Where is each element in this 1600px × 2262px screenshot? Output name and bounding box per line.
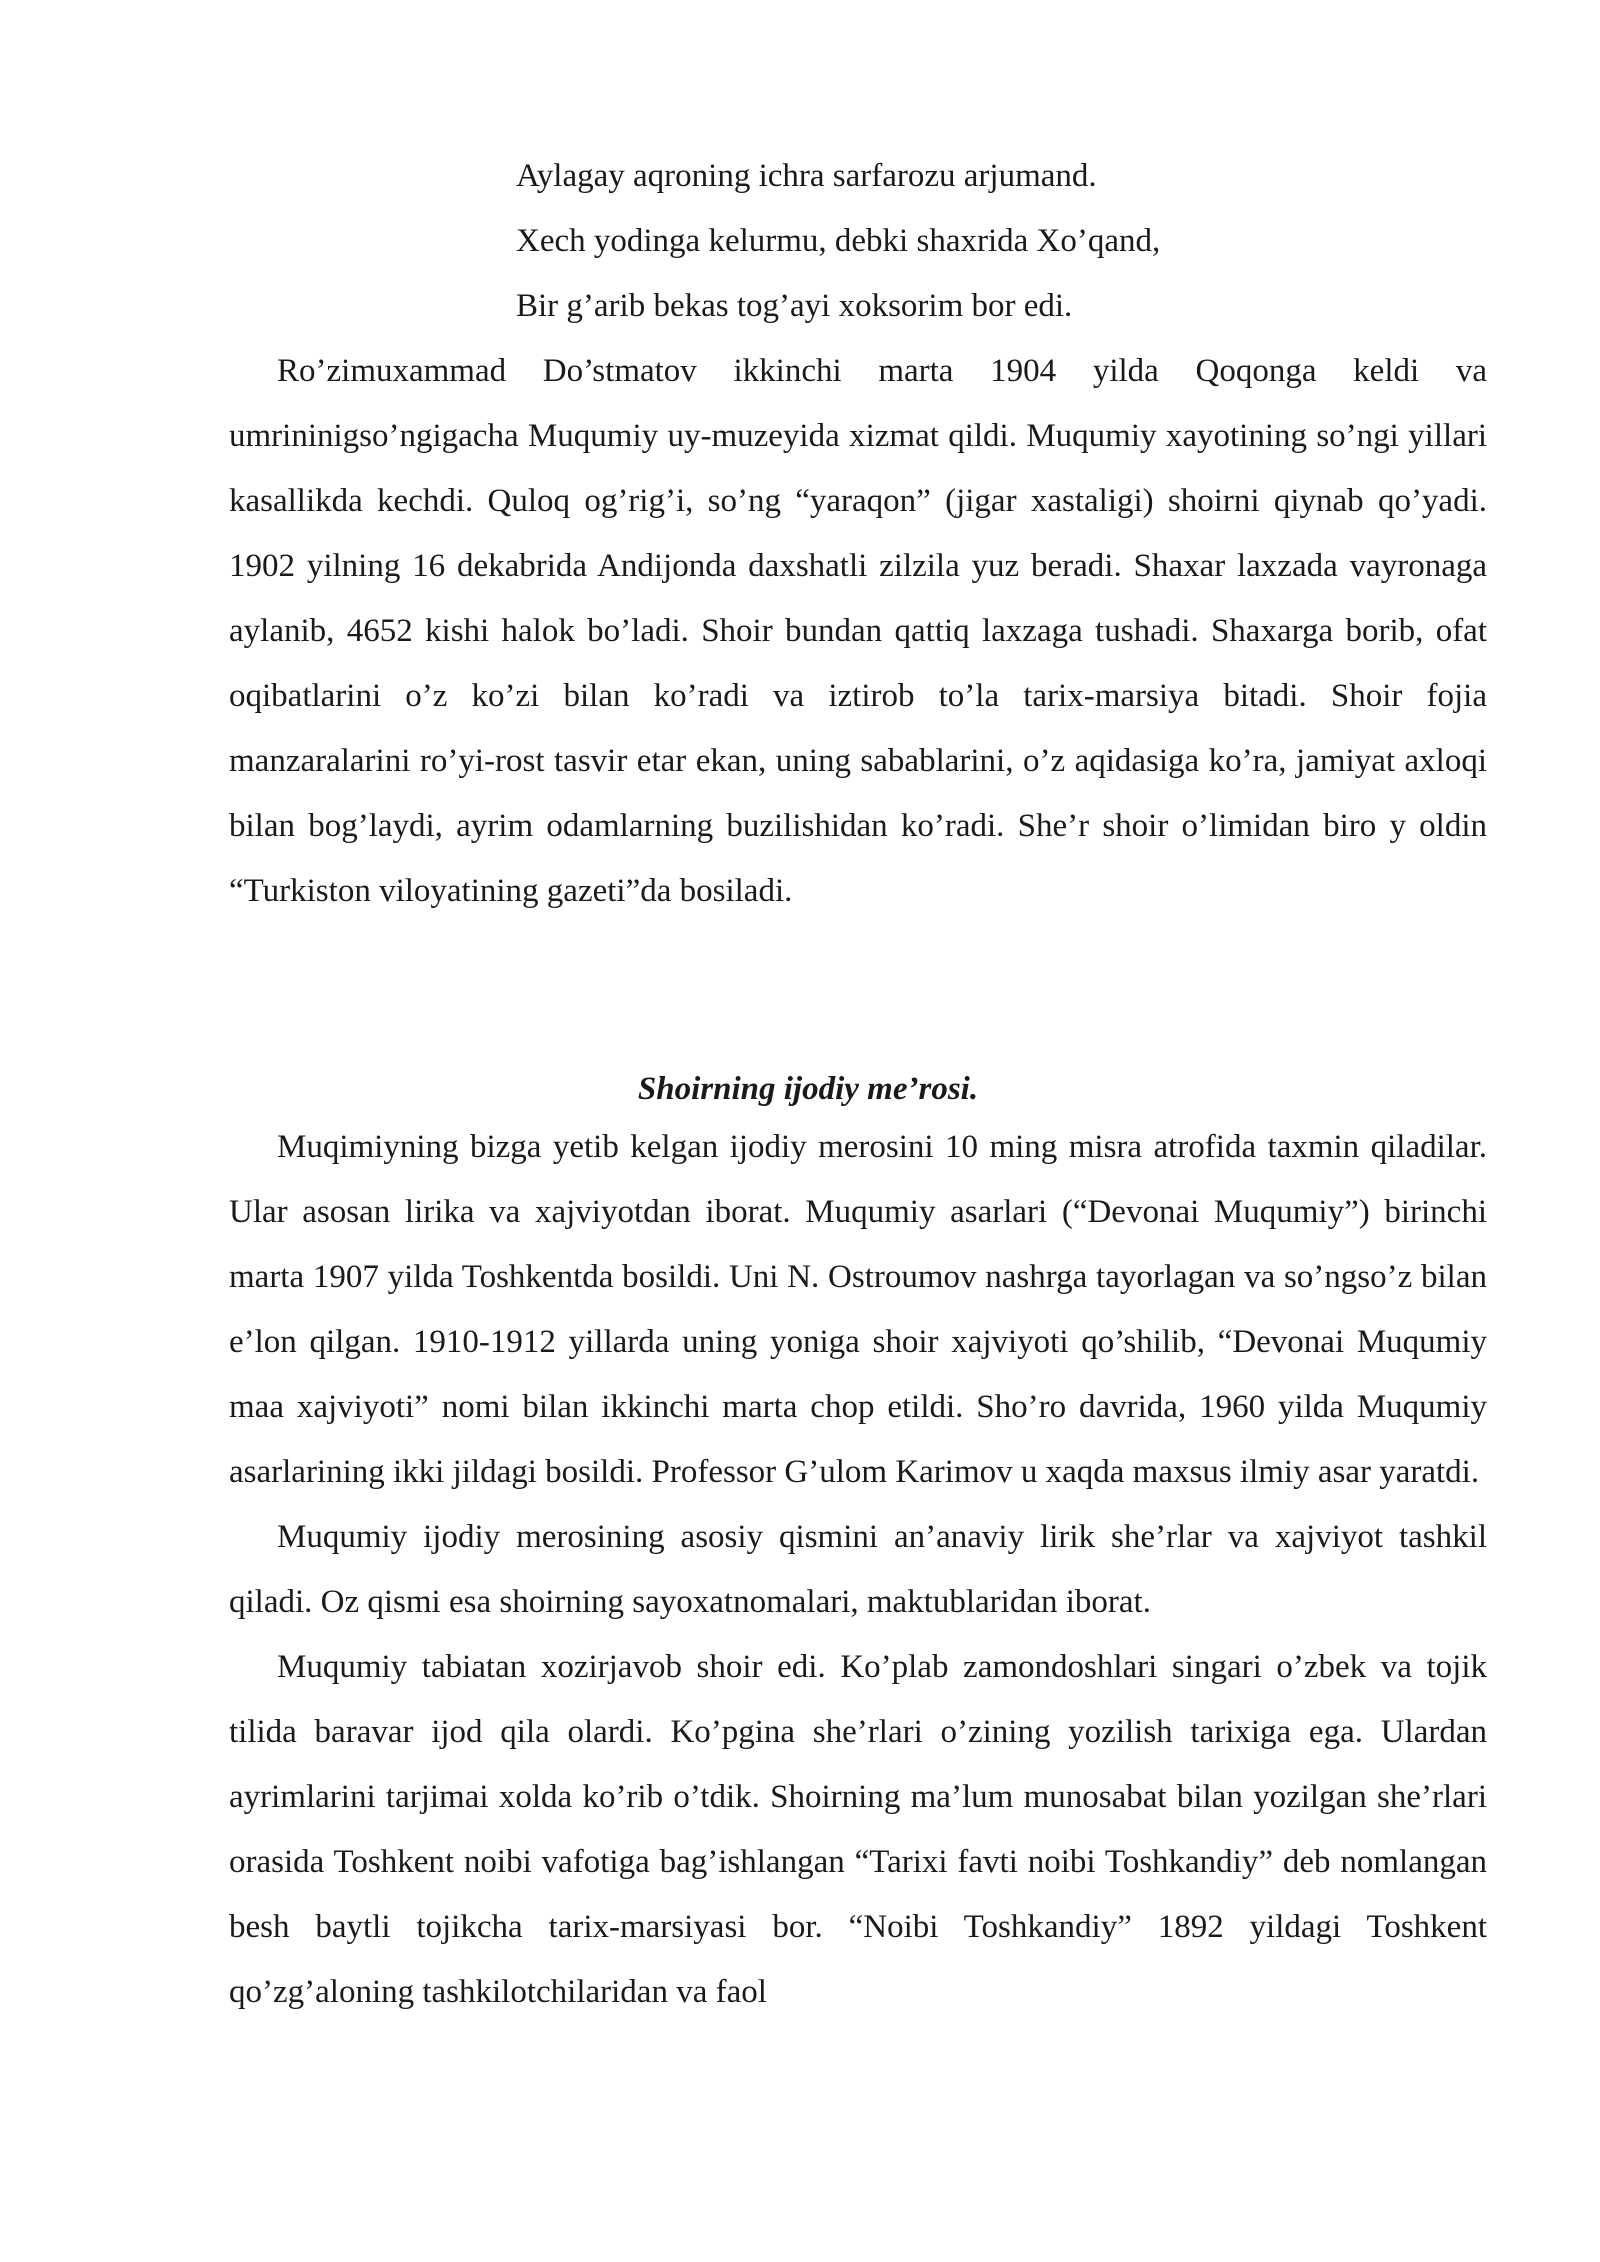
- poem-line: Xech yodinga kelurmu, debki shaxrida Xo’qand,: [516, 223, 1161, 259]
- poem-excerpt: [516, 152, 1416, 347]
- body-text-bottom: [229, 1115, 1487, 2025]
- poem-line: Aylagay aqroning ichra sarfarozu arjumand.: [516, 158, 1097, 194]
- paragraph: Muqimiyning bizga yetib kelgan ijodiy merosini 10 ming misra atrofida taxmin qiladilar. Ular asosan lirika va xajviyotdan iborat. Muqumiy asarlari (“Devonai Muqumiy”) birinchi marta 1907 yilda Toshkentda bosildi. Uni N. Ostroumov nashrga tayorlagan va so’ngso’z bilan e’lon qilgan. 1910-1912 yillarda uning yoniga shoir xajviyoti qo’shilib, “Devonai Muqumiy maa xajviyoti” nomi bilan ikkinchi marta chop etildi. Sho’ro davrida, 1960 yilda Muqumiy asarlarining ikki jildagi bosildi. Professor G’ulom Karimov u xaqda maxsus ilmiy asar yaratdi.: [229, 1129, 1487, 1490]
- paragraph: Ro’zimuxammad Do’stmatov ikkinchi marta 1904 yilda Qoqonga keldi va umrininigso’ngigacha Muqumiy uy-muzeyida xizmat qildi. Muqumiy xayotining so’ngi yillari kasallikda kechdi. Quloq og’rig’i, so’ng “yaraqon” (jigar xastaligi) shoirni qiynab qo’yadi. 1902 yilning 16 dekabrida Andijonda daxshatli zilzila yuz beradi. Shaxar laxzada vayronaga aylanib, 4652 kishi halok bo’ladi. Shoir bundan qattiq laxzaga tushadi. Shaxarga borib, ofat oqibatlarini o’z ko’zi bilan ko’radi va iztirob to’la tarix-marsiya bitadi. Shoir fojia manzaralarini ro’yi-rost tasvir etar ekan, uning sabablarini, o’z aqidasiga ko’ra, jamiyat axloqi bilan bog’laydi, ayrim odamlarning buzilishidan ko’radi. She’r shoir o’limidan biro y oldin “Turkiston viloyatining gazeti”da bosiladi.: [229, 353, 1487, 909]
- paragraph: Muqumiy ijodiy merosining asosiy qismini an’anaviy lirik she’rlar va xajviyot tashkil qiladi. Oz qismi esa shoirning sayoxatnomalari, maktublaridan iborat.: [229, 1519, 1487, 1620]
- paragraph: Muqumiy tabiatan xozirjavob shoir edi. Ko’plab zamondoshlari singari o’zbek va tojik tilida baravar ijod qila olardi. Ko’pgina she’rlari o’zining yozilish tarixiga ega. Ulardan ayrimlarini tarjimai xolda ko’rib o’tdik. Shoirning ma’lum munosabat bilan yozilgan she’rlari orasida Toshkent noibi vafotiga bag’ishlangan “Tarixi favti noibi Toshkandiy” deb nomlangan besh baytli tojikcha tarix-marsiyasi bor. “Noibi Toshkandiy” 1892 yildagi Toshkent qo’zg’aloning tashkilotchilaridan va faol: [229, 1649, 1487, 2010]
- poem-line: Bir g’arib bekas tog’ayi xoksorim bor edi.: [516, 288, 1073, 324]
- section-heading: Shoirning ijodiy me’rosi.: [637, 1071, 979, 1107]
- body-text-top: [229, 339, 1487, 924]
